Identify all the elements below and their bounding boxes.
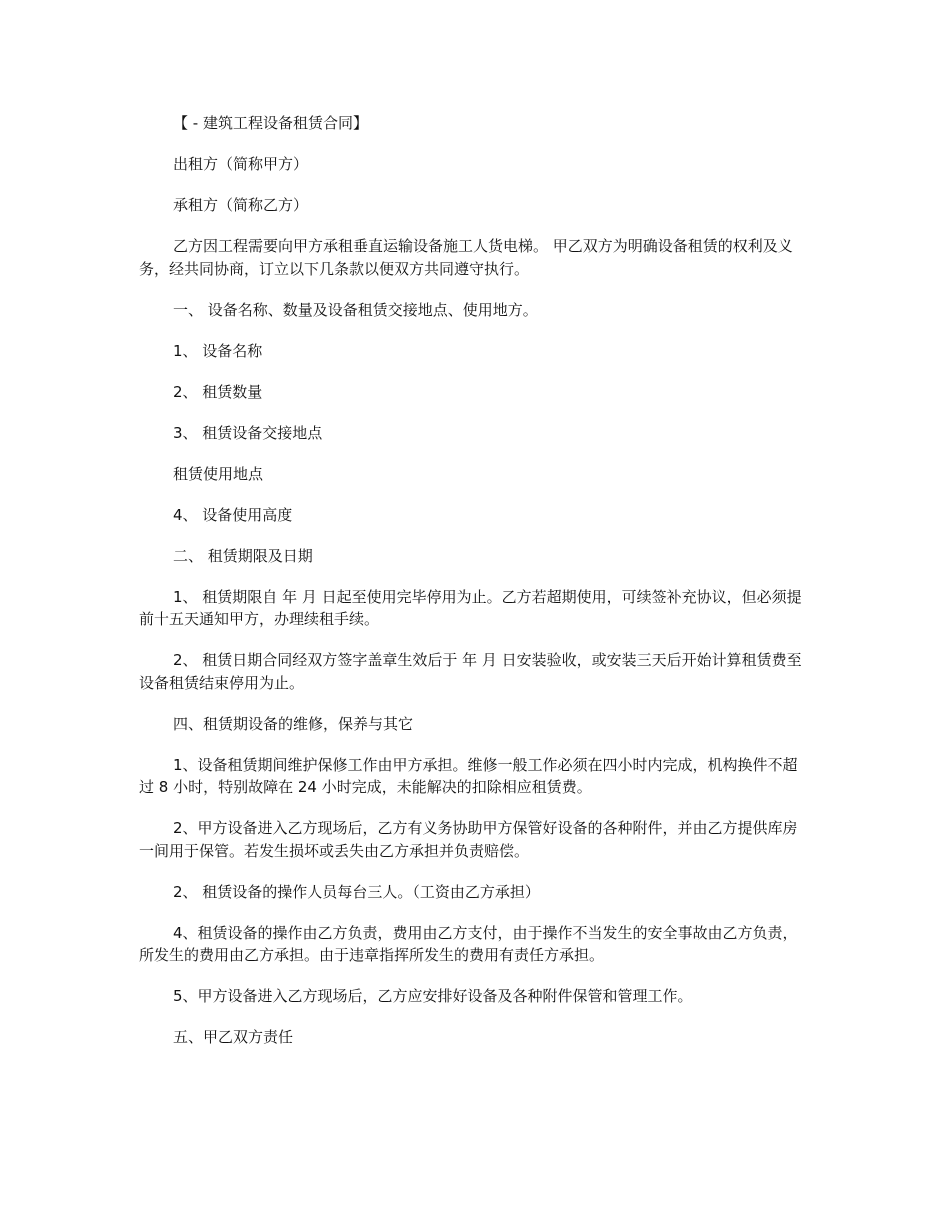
- clause-operators: 2、 租赁设备的操作人员每台三人。（工资由乙方承担）: [173, 882, 540, 901]
- section-heading-2: 二、 租赁期限及日期: [173, 546, 313, 565]
- clause-lease-date: 2、 租赁日期合同经双方签字盖章生效后于 年 月 日安装验收，或安装三天后开始计算租赁费至设备租赁结束停用为止。: [139, 651, 802, 692]
- clause-operation-responsibility: 4、租赁设备的操作由乙方负责，费用由乙方支付，由于操作不当发生的安全事故由乙方负责，所发生的费用由乙方承担。由于违章指挥所发生的费用有责任方承担。: [139, 923, 798, 964]
- clause-lease-term: 1、 租赁期限自 年 月 日起至使用完毕停用为止。乙方若超期使用，可续签补充协议，但必须提前十五天通知甲方，办理续租手续。: [139, 587, 802, 628]
- contract-title: 【 - 建筑工程设备租赁合同】: [173, 114, 368, 132]
- section-heading-1: 一、 设备名称、数量及设备租赁交接地点、使用地方。: [173, 300, 538, 319]
- clause-handover-location: 3、 租赁设备交接地点: [173, 423, 323, 442]
- clause-usage-height: 4、 设备使用高度: [173, 505, 293, 524]
- lessee-line: 承租方（简称乙方）: [173, 196, 309, 214]
- clause-maintenance: 1、设备租赁期间维护保修工作由甲方承担。维修一般工作必须在四小时内完成，机构换件不超过 8 小时，特别故障在 24 小时完成，未能解决的扣除相应租赁费。: [139, 755, 798, 796]
- document-body: [139, 112, 811, 1067]
- clause-quantity: 2、 租赁数量: [173, 382, 263, 401]
- clause-storage-management: 5、甲方设备进入乙方现场后，乙方应安排好设备及各种附件保管和管理工作。: [173, 987, 693, 1005]
- clause-usage-location: 租赁使用地点: [173, 464, 264, 483]
- clause-custody: 2、甲方设备进入乙方现场后，乙方有义务协助甲方保管好设备的各种附件，并由乙方提供库房一间用于保管。若发生损坏或丢失由乙方承担并负责赔偿。: [139, 819, 798, 860]
- section-heading-4: 四、租赁期设备的维修，保养与其它: [173, 714, 414, 733]
- clause-equipment-name: 1、 设备名称: [173, 341, 263, 360]
- section-heading-5: 五、甲乙双方责任: [173, 1028, 294, 1046]
- preamble-paragraph: 乙方因工程需要向甲方承租垂直运输设备施工人货电梯。 甲乙双方为明确设备租赁的权利及义务，经共同协商，订立以下几条款以便双方共同遵守执行。: [139, 237, 793, 278]
- lessor-line: 出租方（简称甲方）: [173, 155, 309, 173]
